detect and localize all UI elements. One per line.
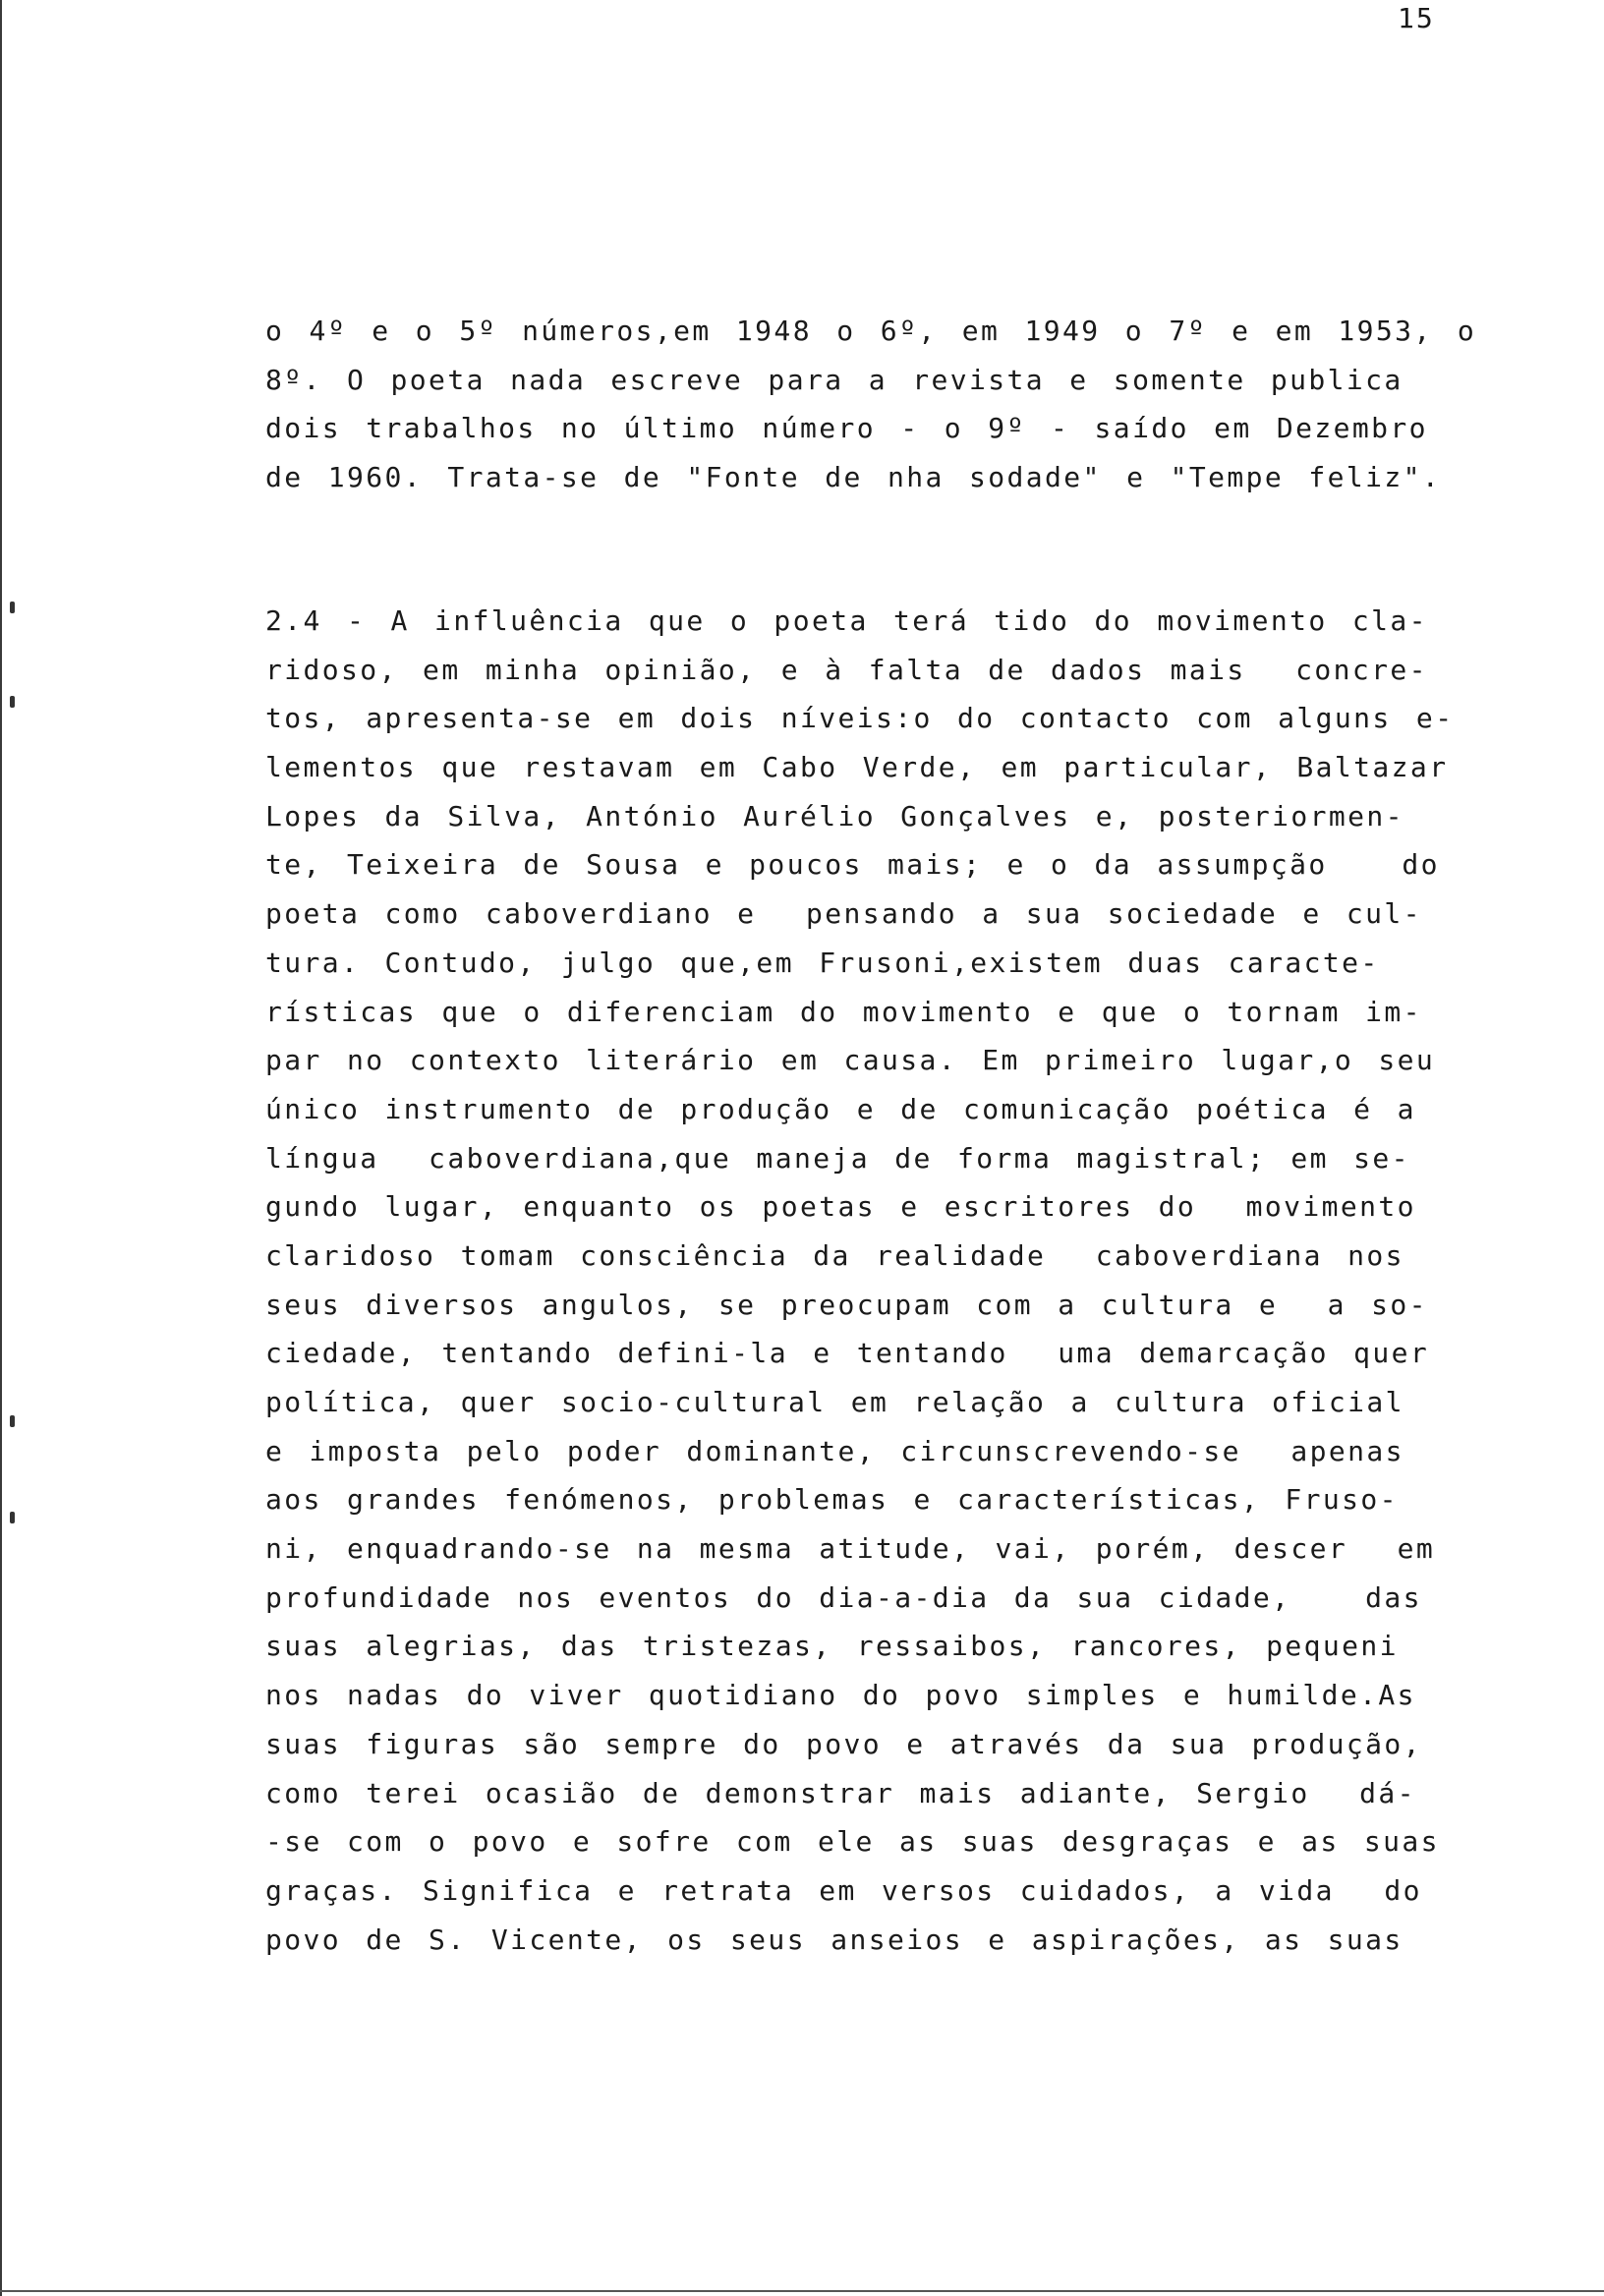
text-line: profundidade nos eventos do dia-a-dia da sua cidade, das — [265, 1580, 1422, 1614]
text-line: povo de S. Vicente, os seus anseios e aspirações, as suas — [265, 1923, 1404, 1956]
text-line: suas alegrias, das tristezas, ressaibos, rancores, pequeni — [265, 1630, 1399, 1663]
text-line: ni, enquadrando-se na mesma atitude, vai, porém, descer em — [265, 1532, 1436, 1566]
margin-mark — [10, 1415, 15, 1427]
text-line: nos nadas do viver quotidiano do povo simples e humilde.As — [265, 1679, 1416, 1712]
text-line: seus diversos angulos, se preocupam com a cultura e a so- — [265, 1288, 1428, 1321]
text-line: claridoso tomam consciência da realidade caboverdiana nos — [265, 1238, 1404, 1272]
paragraph-1 — [265, 307, 1477, 502]
text-line: par no contexto literário em causa. Em primeiro lugar,o seu — [265, 1044, 1436, 1077]
page-number: 15 — [1398, 2, 1435, 34]
text-line: te, Teixeira de Sousa e poucos mais; e o da assumpção do — [265, 848, 1440, 882]
text-line: tos, apresenta-se em dois níveis:o do contacto com alguns e- — [265, 702, 1455, 735]
text-line: ciedade, tentando defini-la e tentando uma demarcação quer — [265, 1337, 1430, 1370]
page-bottom-edge — [0, 2290, 1604, 2292]
text-line: ridoso, em minha opinião, e à falta de dados mais concre- — [265, 653, 1428, 686]
text-line: aos grandes fenómenos, problemas e características, Fruso- — [265, 1483, 1399, 1517]
text-line: graças. Significa e retrata em versos cuidados, a vida do — [265, 1873, 1422, 1907]
text-line: rísticas que o diferenciam do movimento e que o tornam im- — [265, 995, 1422, 1028]
text-line: -se com o povo e sofre com ele as suas desgraças e as suas — [265, 1825, 1440, 1859]
text-line: suas figuras são sempre do povo e através da sua produção, — [265, 1727, 1422, 1760]
text-line: 8º. O poeta nada escreve para a revista e somente publica — [265, 363, 1404, 396]
text-line: língua caboverdiana,que maneja de forma magistral; em se- — [265, 1141, 1410, 1175]
text-line: lementos que restavam em Cabo Verde, em particular, Baltazar — [265, 751, 1449, 784]
text-line: dois trabalhos no último número - o 9º - saído em Dezembro — [265, 412, 1428, 445]
page-edge — [0, 0, 2, 2296]
text-line: poeta como caboverdiano e pensando a sua sociedade e cul- — [265, 897, 1422, 931]
margin-mark — [10, 1512, 15, 1523]
text-line: o 4º e o 5º números,em 1948 o 6º, em 1949 o 7º e em 1953, o — [265, 315, 1477, 347]
text-line: e imposta pelo poder dominante, circunscrevendo-se apenas — [265, 1434, 1404, 1467]
text-line: 2.4 - A influência que o poeta terá tido do movimento cla- — [265, 604, 1428, 637]
text-line: política, quer socio-cultural em relação a cultura oficial — [265, 1386, 1404, 1418]
text-line: como terei ocasião de demonstrar mais adiante, Sergio dá- — [265, 1776, 1416, 1809]
text-line: único instrumento de produção e de comunicação poética é a — [265, 1092, 1416, 1125]
text-line: Lopes da Silva, António Aurélio Gonçalves e, posteriormen- — [265, 799, 1404, 832]
text-line: de 1960. Trata-se de "Fonte de nha sodade" e "Tempe feliz". — [265, 461, 1442, 494]
text-line: tura. Contudo, julgo que,em Frusoni,existem duas caracte- — [265, 946, 1380, 979]
margin-mark — [10, 696, 15, 708]
margin-mark — [10, 602, 15, 613]
paragraph-2 — [265, 597, 1455, 1964]
text-line: gundo lugar, enquanto os poetas e escritores do movimento — [265, 1190, 1416, 1224]
